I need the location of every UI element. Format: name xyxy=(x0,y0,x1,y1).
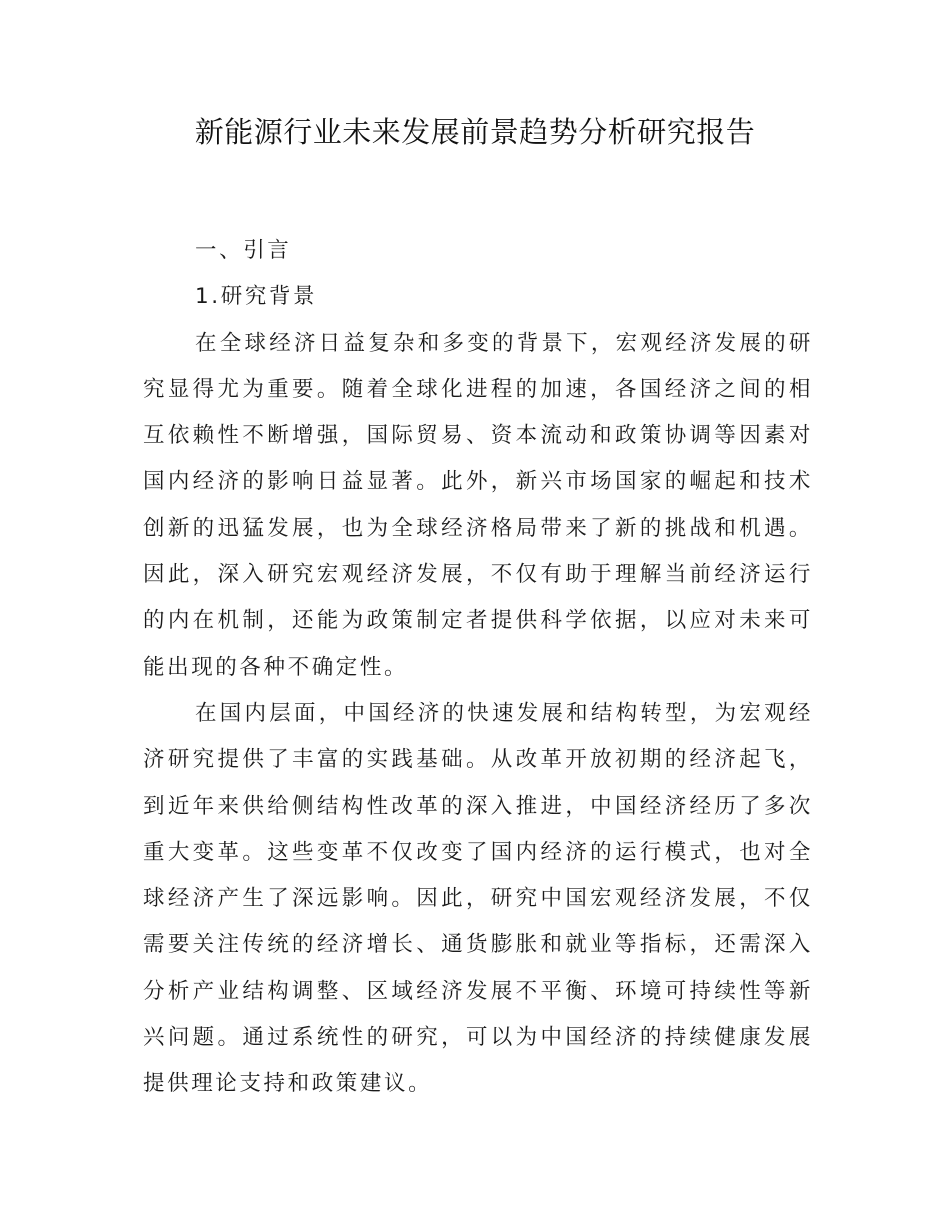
body-paragraph: 在全球经济日益复杂和多变的背景下，宏观经济发展的研究显得尤为重要。随着全球化进程的加速，各国经济之间的相互依赖性不断增强，国际贸易、资本流动和政策协调等因素对国内经济的影响日益显著。此外，新兴市场国家的崛起和技术创新的迅猛发展，也为全球经济格局带来了新的挑战和机遇。因此，深入研究宏观经济发展，不仅有助于理解当前经济运行的内在机制，还能为政策制定者提供科学依据，以应对未来可能出现的各种不确定性。 xyxy=(143,330,813,680)
body-paragraph: 在国内层面，中国经济的快速发展和结构转型，为宏观经济研究提供了丰富的实践基础。从改革开放初期的经济起飞，到近年来供给侧结构性改革的深入推进，中国经济经历了多次重大变革。这些变革不仅改变了国内经济的运行模式，也对全球经济产生了深远影响。因此，研究中国宏观经济发展，不仅需要关注传统的经济增长、通货膨胀和就业等指标，还需深入分析产业结构调整、区域经济发展不平衡、环境可持续性等新兴问题。通过系统性的研究，可以为中国经济的持续健康发展提供理论支持和政策建议。 xyxy=(143,700,813,1097)
document-title: 新能源行业未来发展前景趋势分析研究报告 xyxy=(194,115,756,149)
subsection-heading: 1.研究背景 xyxy=(195,284,318,310)
document-body xyxy=(143,228,813,1108)
section-heading: 一、引言 xyxy=(195,238,292,263)
